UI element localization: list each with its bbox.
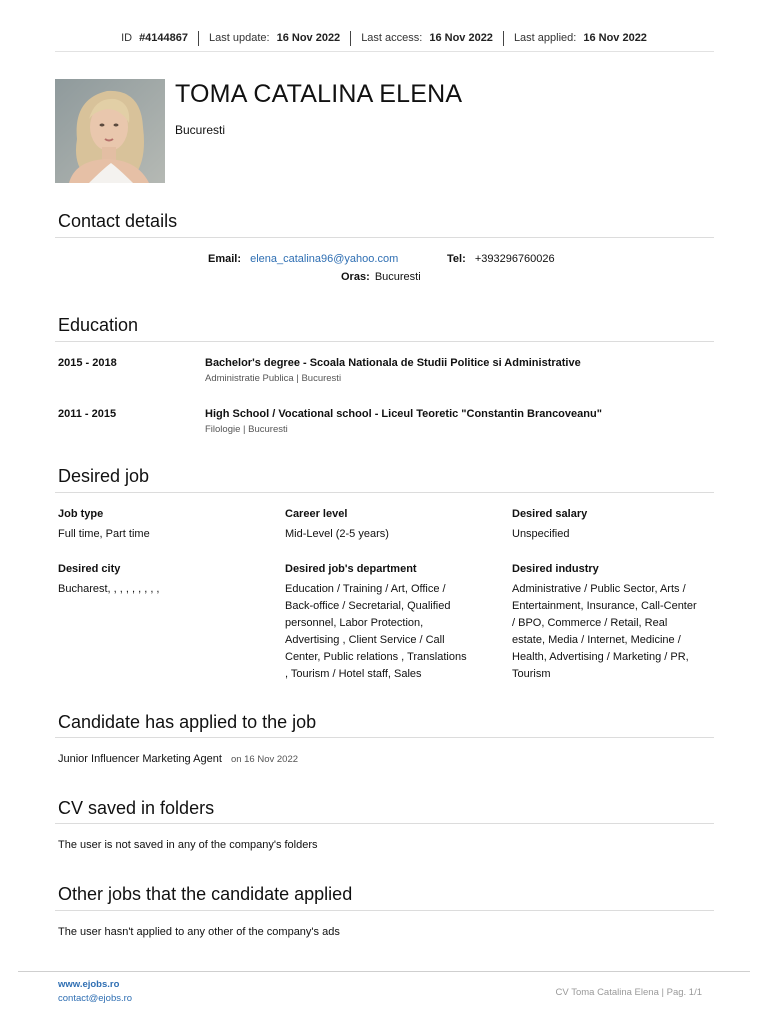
job-type-label: Job type: [58, 508, 104, 520]
desired-department-line: Center, Public relations , Translations: [285, 651, 467, 663]
desired-city-value: Bucharest, , , , , , , , ,: [58, 583, 160, 595]
desired-industry-line: Administrative / Public Sector, Arts /: [512, 583, 686, 595]
oras-label: Oras:: [341, 271, 370, 283]
contact-oras-row: [341, 271, 421, 283]
desired-industry-line: Tourism: [512, 668, 551, 680]
meta-id: [121, 32, 188, 44]
meta-separator: [350, 31, 351, 46]
desired-city-label: Desired city: [58, 563, 121, 575]
header-divider: [55, 51, 714, 52]
desired-department-label: Desired job's department: [285, 563, 417, 575]
last-applied-label: Last applied:: [513, 32, 577, 44]
desired-department-line: Advertising , Client Service / Call: [285, 634, 445, 646]
desired-industry-line: estate, Media / Internet, Medicine /: [512, 634, 681, 646]
career-level-field: [285, 508, 485, 543]
profile-portrait-image: [55, 79, 165, 183]
desired-salary-field: [512, 508, 712, 543]
desired-salary-value: Unspecified: [512, 528, 570, 540]
applied-job-date: on 16 Nov 2022: [230, 754, 299, 765]
career-level-label: Career level: [285, 508, 348, 520]
education-details: Administratie Publica | Bucuresti: [205, 373, 342, 384]
desired-industry-line: Health, Advertising / Marketing / PR,: [512, 651, 689, 663]
education-years: 2011 - 2015: [58, 408, 117, 420]
desired-industry-field: [512, 563, 712, 683]
education-degree: Bachelor's degree - Scoala Nationala de Studii Politice si Administrative: [205, 357, 581, 369]
desired-department-line: Education / Training / Art, Office /: [285, 583, 446, 595]
applied-job-row: [58, 753, 298, 765]
desired-industry-line: Entertainment, Insurance, Call-Center: [512, 600, 697, 612]
candidate-city: Bucuresti: [175, 123, 226, 137]
oras-value: Bucuresti: [374, 271, 421, 283]
last-applied-value: 16 Nov 2022: [583, 32, 647, 44]
section-divider: [55, 910, 714, 911]
contact-email-row: [208, 253, 398, 265]
education-section-title: Education: [58, 315, 139, 335]
id-value: #4144867: [139, 32, 189, 44]
job-type-field: [58, 508, 258, 543]
education-years: 2015 - 2018: [58, 357, 117, 369]
career-level-value: Mid-Level (2-5 years): [285, 528, 389, 540]
last-update-label: Last update:: [209, 32, 270, 44]
meta-last-update: [209, 32, 340, 44]
desired-department-line: Back-office / Secretarial, Qualified: [285, 600, 451, 612]
section-divider: [55, 492, 714, 493]
meta-separator: [198, 31, 199, 46]
section-divider: [55, 823, 714, 824]
section-divider: [55, 737, 714, 738]
id-label: ID: [121, 32, 133, 44]
profile-photo: [55, 79, 165, 183]
last-update-value: 16 Nov 2022: [276, 32, 341, 44]
education-degree: High School / Vocational school - Liceul Teoretic "Constantin Brancoveanu": [205, 408, 602, 420]
desired-job-section-title: Desired job: [58, 466, 150, 486]
other-jobs-text: The user hasn't applied to any other of the company's ads: [58, 926, 340, 938]
applied-section-title: Candidate has applied to the job: [58, 712, 317, 732]
meta-last-applied: [514, 32, 647, 44]
other-jobs-section-title: Other jobs that the candidate applied: [58, 884, 353, 904]
desired-city-field: [58, 563, 258, 598]
candidate-name: TOMA CATALINA ELENA: [175, 80, 463, 108]
section-divider: [55, 237, 714, 238]
tel-value: +393296760026: [474, 253, 555, 265]
contact-section-title: Contact details: [58, 211, 178, 231]
footer-divider: [18, 971, 750, 972]
desired-industry-label: Desired industry: [512, 563, 599, 575]
job-type-value: Full time, Part time: [58, 528, 150, 540]
last-access-value: 16 Nov 2022: [429, 32, 493, 44]
desired-salary-label: Desired salary: [512, 508, 588, 520]
folders-section-title: CV saved in folders: [58, 798, 215, 818]
desired-department-line: , Tourism / Hotel staff, Sales: [285, 668, 422, 680]
contact-tel-row: [447, 253, 555, 265]
desired-department-field: [285, 563, 485, 683]
meta-separator: [503, 31, 504, 46]
footer-email-link[interactable]: contact@ejobs.ro: [58, 993, 133, 1004]
email-label: Email:: [208, 253, 242, 265]
footer-page-info: CV Toma Catalina Elena | Pag. 1/1: [555, 987, 702, 998]
applied-job-title: Junior Influencer Marketing Agent: [58, 753, 222, 765]
email-link[interactable]: elena_catalina96@yahoo.com: [250, 253, 399, 265]
folders-text: The user is not saved in any of the company's folders: [58, 839, 318, 851]
meta-bar: [0, 28, 768, 48]
last-access-label: Last access:: [361, 32, 423, 44]
section-divider: [55, 341, 714, 342]
footer-site-link[interactable]: www.ejobs.ro: [58, 979, 120, 990]
desired-industry-line: / BPO, Commerce / Retail, Real: [512, 617, 668, 629]
meta-last-access: [361, 32, 493, 44]
desired-department-line: personnel, Labor Protection,: [285, 617, 424, 629]
education-details: Filologie | Bucuresti: [205, 424, 288, 435]
tel-label: Tel:: [447, 253, 466, 265]
